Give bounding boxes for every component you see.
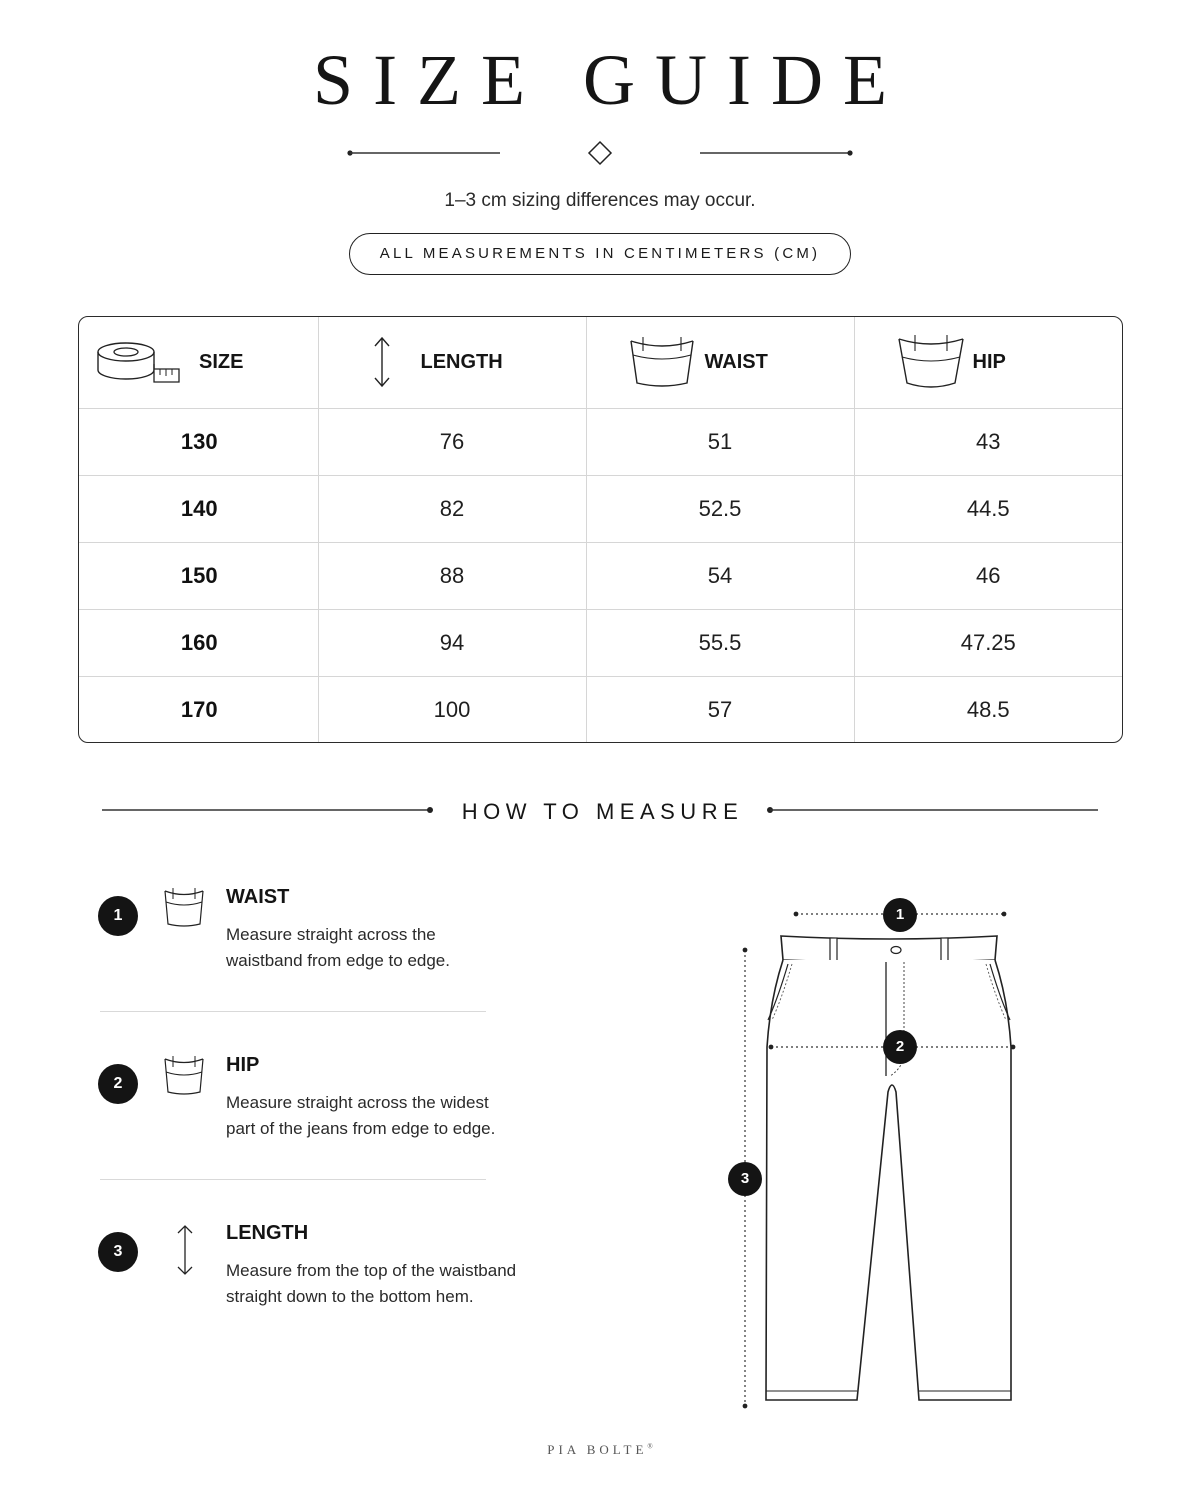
table-row xyxy=(79,542,1122,609)
how-to-measure-heading: HOW TO MEASURE xyxy=(461,799,744,824)
hip-value: 43 xyxy=(854,408,1122,475)
hip-value: 48.5 xyxy=(966,696,1010,722)
step-description: Measure straight across the widest part of the jeans from edge to edge. xyxy=(226,1093,496,1138)
step-description: Measure straight across the waistband from edge to edge. xyxy=(226,925,450,970)
column-header-waist xyxy=(586,317,854,408)
vertical-arrow-icon xyxy=(174,1224,196,1276)
size-value: 130 xyxy=(79,408,318,475)
step-divider xyxy=(100,1011,486,1012)
waistband-icon xyxy=(162,886,206,930)
measuring-tape-icon xyxy=(97,339,181,385)
step-title: LENGTH xyxy=(226,1222,309,1244)
step-number-badge: 1 xyxy=(98,896,138,936)
hip-value: 47.25 xyxy=(854,609,1122,676)
step-divider xyxy=(100,1179,486,1180)
length-value: 100 xyxy=(318,676,586,743)
size-value: 150 xyxy=(79,542,318,609)
column-label: LENGTH xyxy=(420,350,503,373)
table-row xyxy=(79,609,1122,676)
length-value: 94 xyxy=(318,609,586,676)
waistband-icon xyxy=(629,335,695,389)
hip-icon xyxy=(162,1054,206,1098)
column-header-length xyxy=(318,317,586,408)
brand-logo: PIA BOLTE® xyxy=(547,1442,653,1457)
table-row xyxy=(79,475,1122,542)
waist-value: 51 xyxy=(586,408,854,475)
page-title: SIZE GUIDE xyxy=(313,40,907,120)
table-row xyxy=(79,676,1122,743)
column-header-size xyxy=(79,317,318,408)
size-value: 160 xyxy=(79,609,318,676)
column-header-hip xyxy=(854,317,1122,408)
waist-value: 55.5 xyxy=(586,609,854,676)
step-number-badge: 2 xyxy=(98,1064,138,1104)
title-ornament xyxy=(340,136,860,170)
length-value: 76 xyxy=(318,408,586,475)
trousers-sketch xyxy=(700,880,1100,1440)
waist-marker: 1 xyxy=(883,898,917,932)
length-marker: 3 xyxy=(728,1162,762,1196)
table-row xyxy=(79,408,1122,475)
units-badge: ALL MEASUREMENTS IN CENTIMETERS (CM) xyxy=(349,233,851,275)
hip-marker: 2 xyxy=(883,1030,917,1064)
size-chart-table xyxy=(78,316,1123,743)
length-value: 88 xyxy=(318,542,586,609)
size-value: 140 xyxy=(79,475,318,542)
vertical-arrow-icon xyxy=(371,336,393,388)
trousers-measurement-diagram xyxy=(700,880,1100,1440)
hip-value: 44.5 xyxy=(854,475,1122,542)
length-value: 82 xyxy=(318,475,586,542)
waist-value: 54 xyxy=(586,542,854,609)
step-number-badge: 3 xyxy=(98,1232,138,1272)
hip-icon xyxy=(897,333,965,391)
size-value: 170 xyxy=(79,676,318,743)
column-label: SIZE xyxy=(199,350,244,373)
table-header-row xyxy=(79,317,1122,408)
sizing-disclaimer: 1–3 cm sizing differences may occur. xyxy=(444,190,756,211)
column-label: HIP xyxy=(972,350,1006,373)
step-description: Measure from the top of the waistband straight down to the bottom hem. xyxy=(226,1261,517,1306)
step-title: WAIST xyxy=(226,886,290,908)
column-label: WAIST xyxy=(704,350,768,373)
hip-value: 46 xyxy=(854,542,1122,609)
waist-value: 57 xyxy=(586,676,854,743)
waist-value: 52.5 xyxy=(586,475,854,542)
section-rule-right xyxy=(760,800,1100,820)
step-title: HIP xyxy=(226,1054,260,1076)
